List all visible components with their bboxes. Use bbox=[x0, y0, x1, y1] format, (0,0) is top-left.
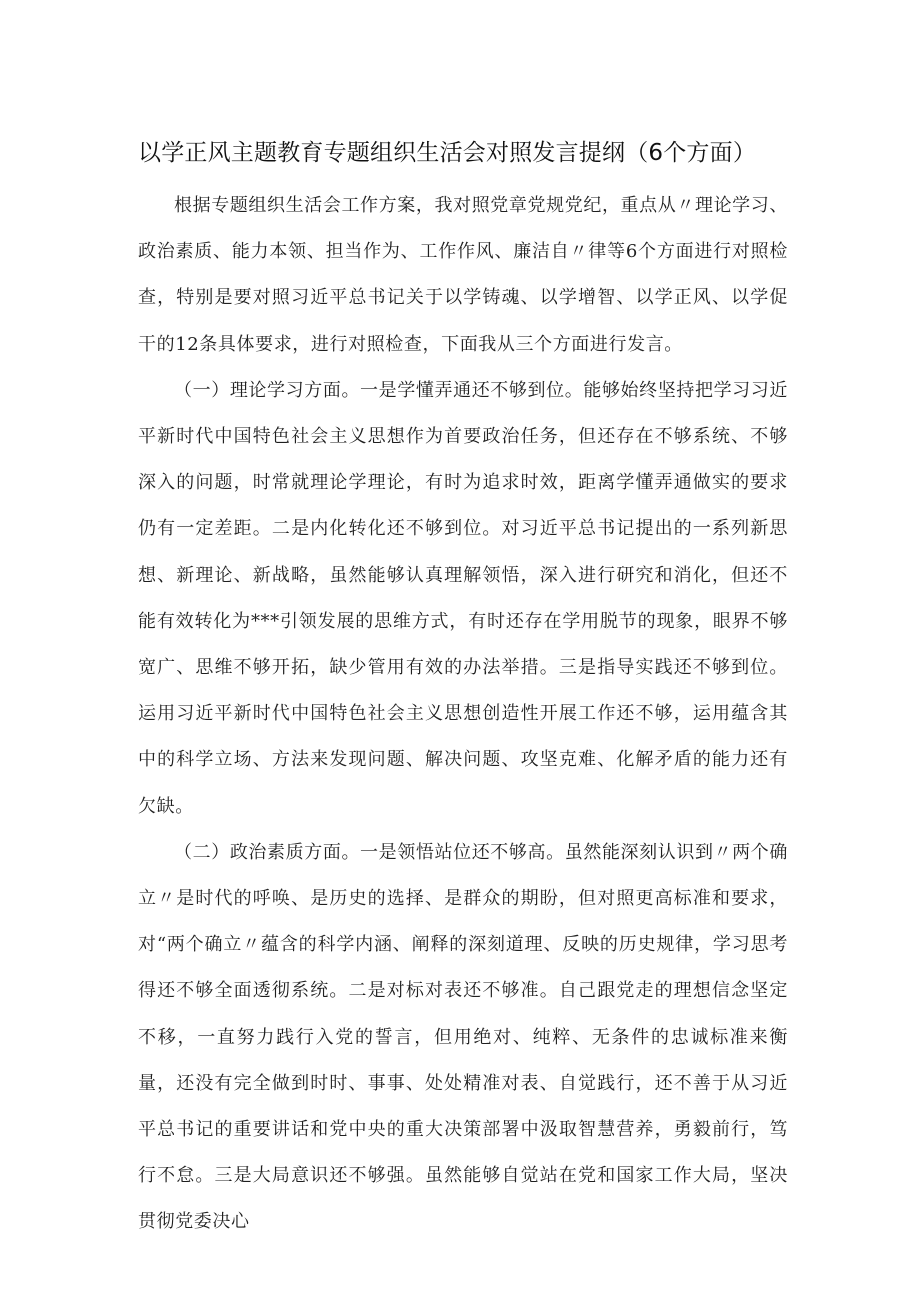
intro-paragraph: 根据专题组织生活会工作方案，我对照党章党规党纪，重点从〃理论学习、政治素质、能力本领、担当作为、工作作风、廉洁自〃律等6个方面进行对照检查，特别是要对照习近平总书记关于以学铸魂、以学增智、以学正风、以学促干的12条具体要求，进行对照检查，下面我从三个方面进行发言。 bbox=[138, 195, 788, 355]
theory-study-paragraph: （一）理论学习方面。一是学懂弄通还不够到位。能够始终坚持把学习习近平新时代中国特色社会主义思想作为首要政治任务，但还存在不够系统、不够深入的问题，时常就理论学理论，有时为追求时效，距离学懂弄通做实的要求仍有一定差距。二是内化转化还不够到位。对习近平总书记提出的一系列新思想、新理论、新战略，虽然能够认真理解领悟，深入进行研究和消化，但还不能有效转化为***引领发展的思维方式，有时还存在学用脱节的现象，眼界不够宽广、思维不够开拓，缺少管用有效的办法举措。三是指导实践还不够到位。运用习近平新时代中国特色社会主义思想创造性开展工作还不够，运用蕴含其中的科学立场、方法来发现问题、解决问题、攻坚克难、化解矛盾的能力还有欠缺。 bbox=[138, 379, 788, 817]
document-body bbox=[138, 183, 788, 1246]
document-title: 以学正风主题教育专题组织生活会对照发言提纲（6个方面） bbox=[138, 140, 757, 166]
political-quality-paragraph: （二）政治素质方面。一是领悟站位还不够高。虽然能深刻认识到〃两个确立〃是时代的呼唤、是历史的选择、是群众的期盼，但对照更高标准和要求，对“两个确立〃蕴含的科学内涵、阐释的深刻道理、反映的历史规律，学习思考得还不够全面透彻系统。二是对标对表还不够准。自己跟党走的理想信念坚定不移，一直努力践行入党的誓言，但用绝对、纯粹、无条件的忠诚标准来衡量，还没有完全做到时时、事事、处处精准对表、自觉践行，还不善于从习近平总书记的重要讲话和党中央的重大决策部署中汲取智慧营养，勇毅前行，笃行不怠。三是大局意识还不够强。虽然能够自觉站在党和国家工作大局，坚决贯彻党委决心 bbox=[138, 841, 788, 1233]
